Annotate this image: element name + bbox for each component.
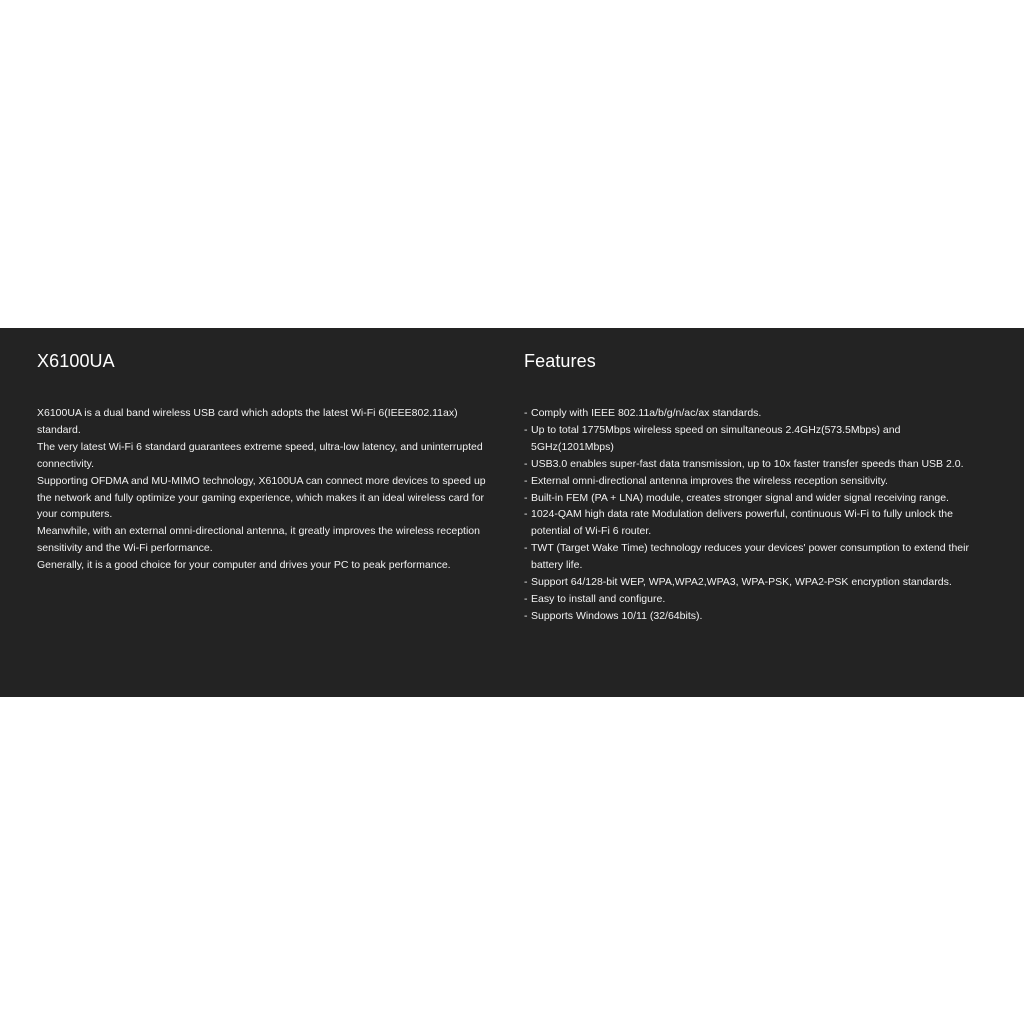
feature-text: Support 64/128-bit WEP, WPA,WPA2,WPA3, WPA-PSK, WPA2-PSK encryption standards. — [531, 576, 952, 589]
bullet-dash: - — [524, 457, 528, 470]
bullet-dash: - — [524, 576, 528, 589]
bullet-dash: - — [524, 407, 528, 419]
features-title: Features — [524, 351, 596, 371]
product-info-band — [0, 328, 1024, 697]
feature-text: Comply with IEEE 802.11a/b/g/n/ac/ax standards. — [531, 407, 762, 419]
features-list — [524, 405, 974, 625]
bullet-dash: - — [524, 592, 528, 605]
feature-text: Easy to install and configure. — [531, 592, 666, 605]
feature-item — [524, 490, 974, 507]
product-title: X6100UA — [37, 351, 115, 371]
bullet-dash: - — [524, 508, 528, 521]
bullet-dash: - — [524, 542, 528, 555]
product-overview-column — [37, 350, 487, 574]
bullet-dash: - — [524, 491, 528, 504]
description-paragraph: Supporting OFDMA and MU-MIMO technology, X6100UA can connect more devices to speed up the network and fully optimize your gaming experience, which makes it an ideal wireless card for your computers. — [37, 474, 486, 521]
feature-item — [524, 591, 974, 608]
feature-item — [524, 608, 974, 625]
bullet-dash: - — [524, 423, 528, 436]
features-column — [524, 350, 974, 625]
feature-text: Up to total 1775Mbps wireless speed on simultaneous 2.4GHz(573.5Mbps) and 5GHz(1201Mbps) — [531, 423, 901, 453]
feature-text: TWT (Target Wake Time) technology reduces your devices' power consumption to extend their battery life. — [531, 542, 969, 572]
feature-text: External omni-directional antenna improves the wireless reception sensitivity. — [531, 474, 888, 487]
product-description — [37, 405, 487, 574]
feature-text: Supports Windows 10/11 (32/64bits). — [531, 609, 703, 622]
feature-text: 1024-QAM high data rate Modulation delivers powerful, continuous Wi-Fi to fully unlock the potential of Wi-Fi 6 router. — [531, 508, 953, 538]
bullet-dash: - — [524, 609, 528, 622]
feature-item — [524, 540, 974, 574]
description-paragraph: X6100UA is a dual band wireless USB card which adopts the latest Wi-Fi 6(IEEE802.11ax) standard. — [37, 407, 458, 436]
feature-text: USB3.0 enables super-fast data transmission, up to 10x faster transfer speeds than USB 2.0. — [531, 457, 964, 470]
description-paragraph: The very latest Wi-Fi 6 standard guarantees extreme speed, ultra-low latency, and uninterrupted connectivity. — [37, 440, 483, 470]
feature-text: Built-in FEM (PA + LNA) module, creates stronger signal and wider signal receiving range. — [531, 491, 949, 504]
feature-item — [524, 473, 974, 490]
bullet-dash: - — [524, 474, 528, 487]
feature-item — [524, 574, 974, 591]
feature-item — [524, 422, 974, 456]
feature-item — [524, 456, 974, 473]
feature-item — [524, 405, 974, 422]
feature-item — [524, 506, 974, 540]
description-paragraph: Generally, it is a good choice for your computer and drives your PC to peak performance. — [37, 559, 451, 572]
description-paragraph: Meanwhile, with an external omni-directional antenna, it greatly improves the wireless reception sensitivity and the Wi-Fi performance. — [37, 525, 480, 555]
